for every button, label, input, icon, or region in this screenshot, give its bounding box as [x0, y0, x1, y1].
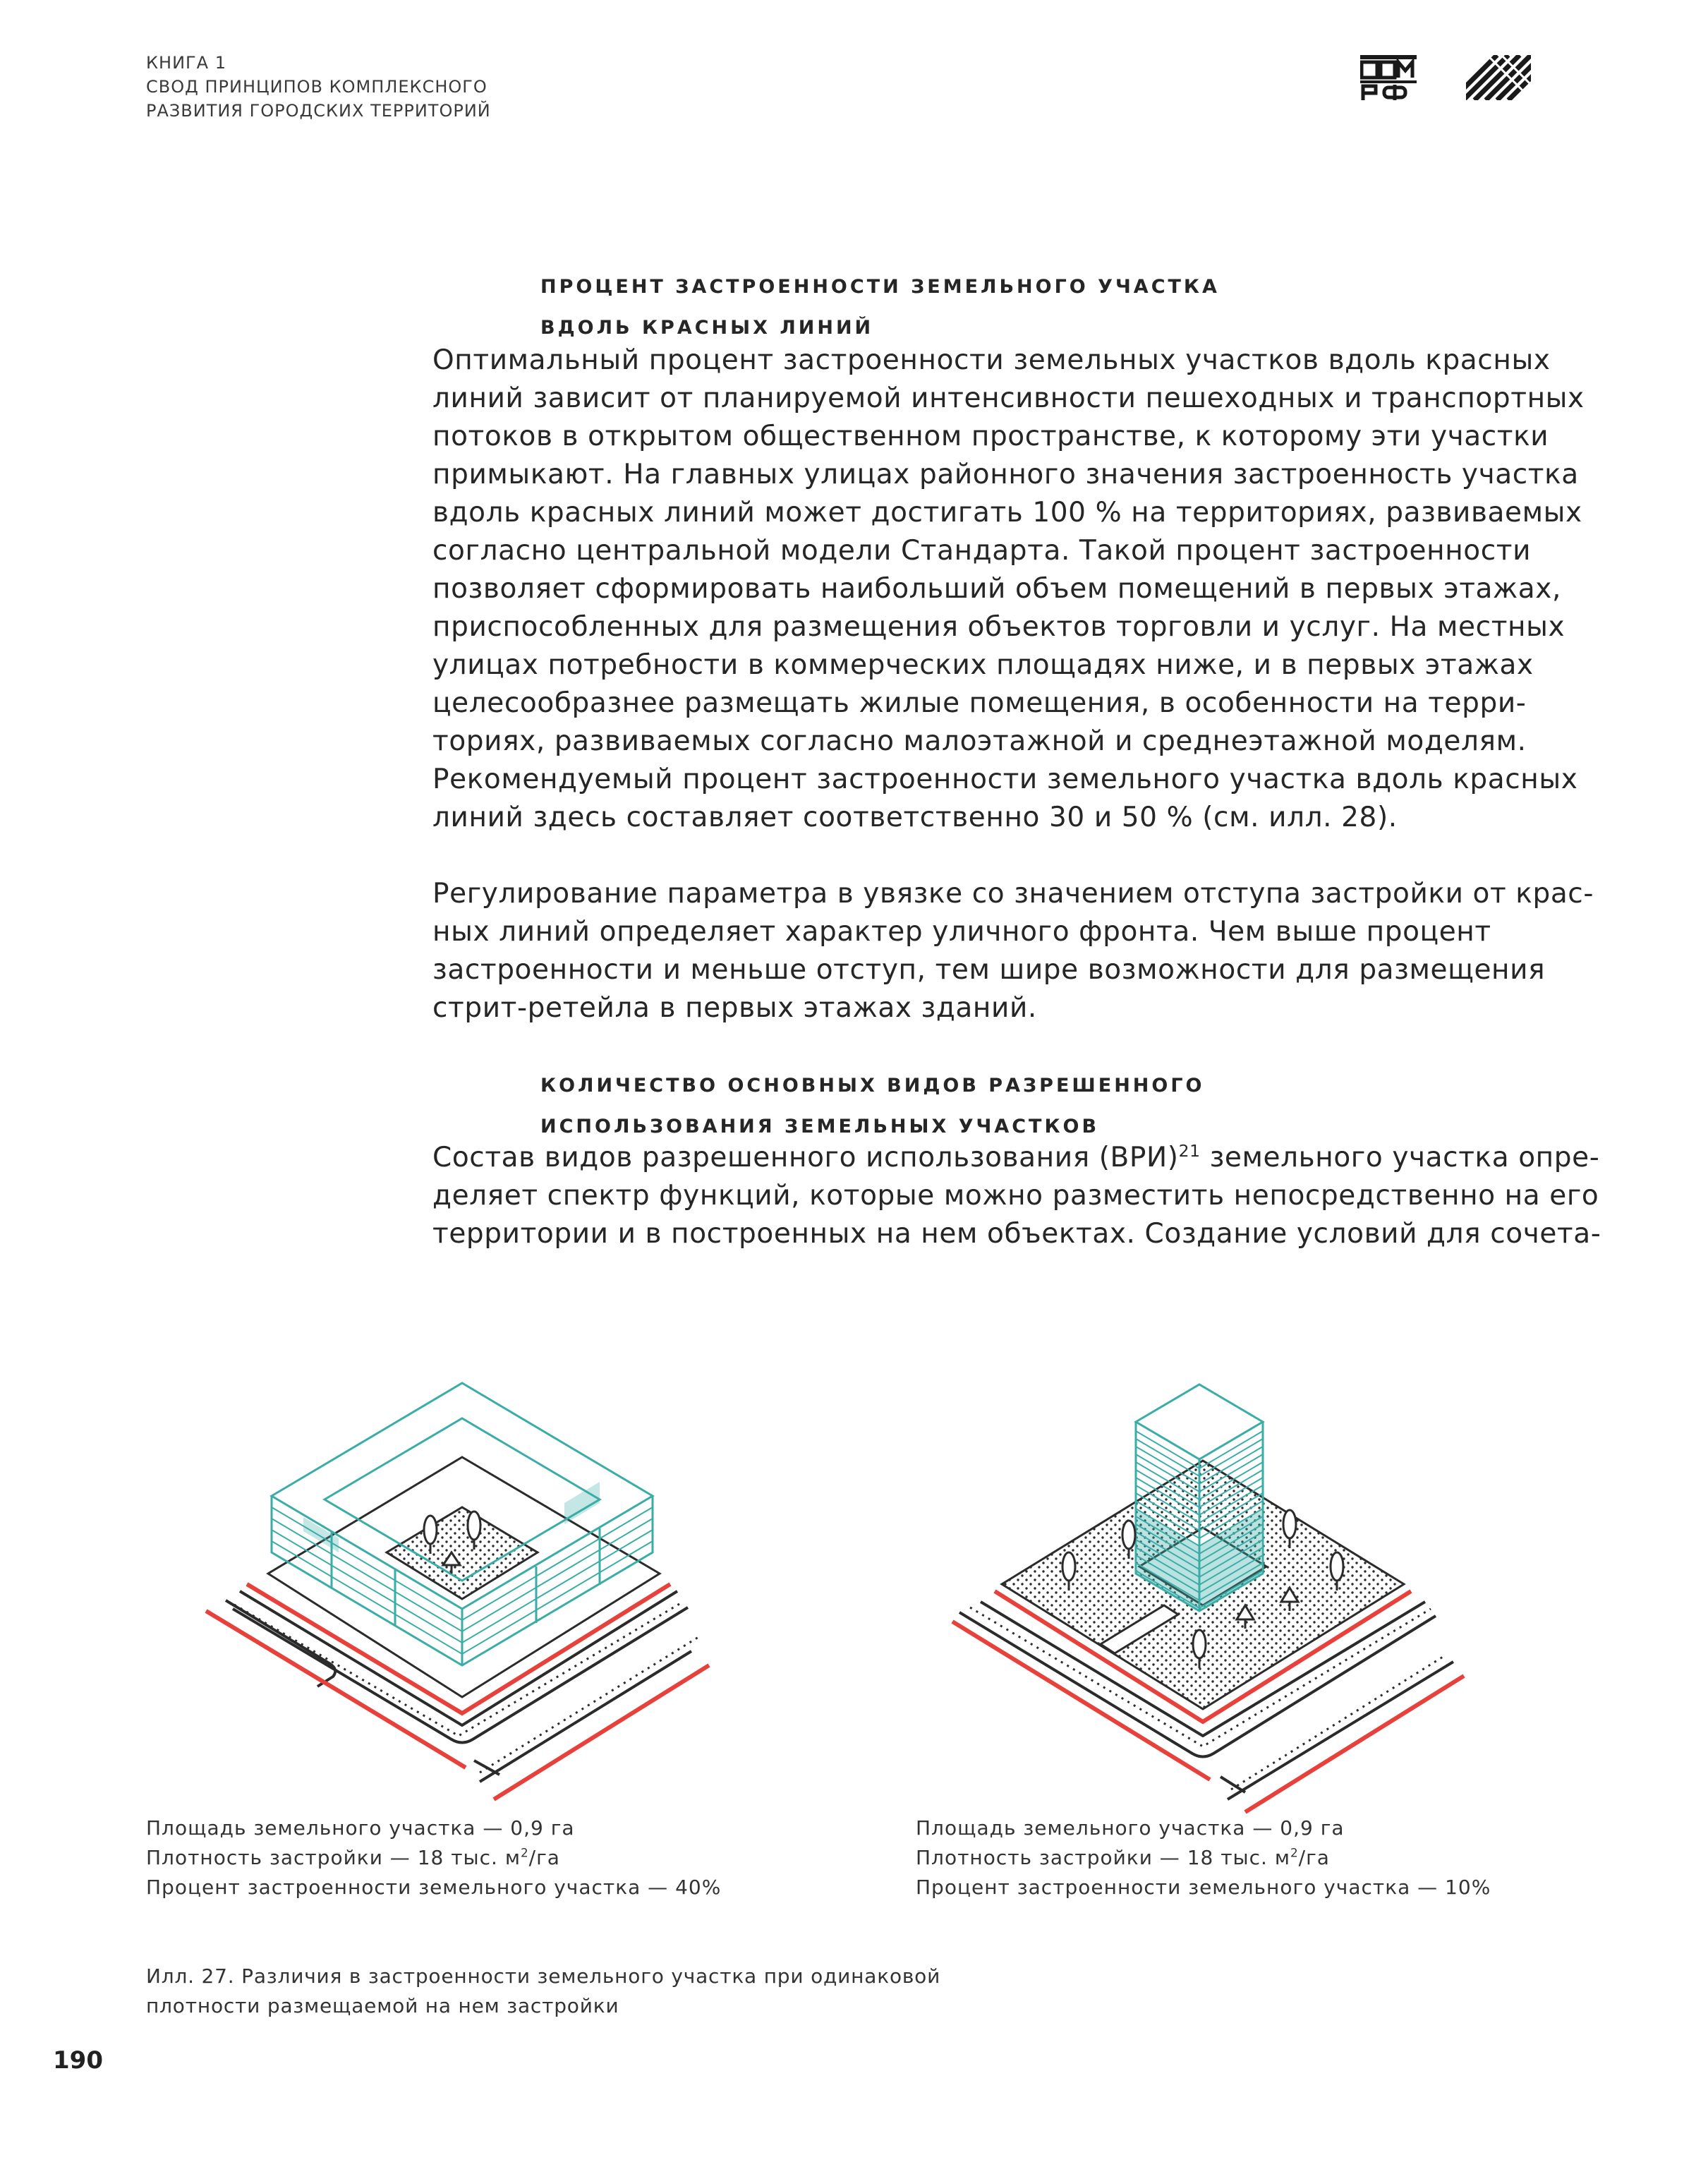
page-number: 190 [53, 2046, 103, 2075]
heading-line: ВДОЛЬ КРАСНЫХ ЛИНИЙ [540, 317, 874, 339]
heading-line: ПРОЦЕНТ ЗАСТРОЕННОСТИ ЗЕМЕЛЬНОГО УЧАСТКА [540, 276, 1220, 298]
header-line: РАЗВИТИЯ ГОРОДСКИХ ТЕРРИТОРИЙ [146, 101, 491, 121]
caption-line: Площадь земельного участка — 0,9 га [916, 1816, 1345, 1840]
header-line: СВОД ПРИНЦИПОВ КОМПЛЕКСНОГО [146, 77, 487, 97]
hatched-logo [1466, 55, 1531, 100]
text-line: Состав видов разрешенного использования (ВРИ)$^{21}$ земельного участка опре- [432, 1141, 1600, 1173]
heading-line: ИСПОЛЬЗОВАНИЯ ЗЕМЕЛЬНЫХ УЧАСТКОВ [540, 1116, 1100, 1137]
text-line: стрит-ретейла в первых этажах зданий. [432, 992, 1037, 1024]
illustration [0, 1341, 1708, 1821]
text-line: позволяет сформировать наибольший объем помещений в первых этажах, [432, 573, 1561, 605]
diagram-left [206, 1383, 709, 1799]
text-line: целесообразнее размещать жилые помещения, в особенности на терри- [432, 687, 1527, 719]
paragraph [432, 342, 1585, 837]
text-line: Рекомендуемый процент застроенности земельного участка вдоль красных [432, 763, 1578, 795]
text-line: ных линий определяет характер уличного фронта. Чем выше процент [432, 916, 1491, 948]
paragraph [432, 1139, 1601, 1253]
section-heading [540, 267, 1220, 349]
heading-line: КОЛИЧЕСТВО ОСНОВНЫХ ВИДОВ РАЗРЕШЕННОГО [540, 1075, 1205, 1097]
caption-line: Процент застроенности земельного участка — 40% [146, 1876, 722, 1899]
text-line: приспособленных для размещения объектов торговли и услуг. На местных [432, 611, 1565, 643]
text-line: Регулирование параметра в увязке со значением отступа застройки от крас- [432, 878, 1594, 910]
text-line: линий здесь составляет соответственно 30 и 50 % (см. илл. 28). [432, 802, 1398, 833]
text-line: потоков в открытом общественном пространстве, к которому эти участки [432, 421, 1549, 452]
caption-line: плотности размещаемой на нем застройки [146, 1994, 619, 2017]
text-line: Оптимальный процент застроенности земельных участков вдоль красных [432, 344, 1551, 376]
running-header [146, 51, 491, 123]
figure-caption [146, 1962, 940, 2021]
text-line: согласно центральной модели Стандарта. Такой процент застроенности [432, 535, 1532, 567]
domrf-logo [1360, 55, 1417, 100]
text-line: деляет спектр функций, которые можно разместить непосредственно на его [432, 1180, 1599, 1212]
section-heading [540, 1066, 1205, 1147]
caption-line: Плотность застройки — 18 тыс. $м^2/га$ [916, 1845, 1330, 1869]
text-line: линий зависит от планируемой интенсивности пешеходных и транспортных [432, 382, 1585, 414]
text-line: ториях, развиваемых согласно малоэтажной и среднеэтажной моделям. [432, 725, 1527, 757]
header-line: КНИГА 1 [146, 53, 226, 73]
caption-line: Площадь земельного участка — 0,9 га [146, 1816, 575, 1840]
caption-line: Процент застроенности земельного участка — 10% [916, 1876, 1491, 1899]
text-line: застроенности и меньше отступ, тем шире возможности для размещения [432, 954, 1546, 986]
text-line: территории и в построенных на нем объектах. Создание условий для сочета- [432, 1218, 1601, 1250]
text-line: примыкают. На главных улицах районного значения застроенность участка [432, 459, 1579, 490]
text-line: улицах потребности в коммерческих площадях ниже, и в первых этажах [432, 649, 1534, 681]
caption-line: Плотность застройки — 18 тыс. $м^2/га$ [146, 1845, 560, 1869]
paragraph [432, 875, 1594, 1027]
caption-right [916, 1813, 1491, 1902]
diagram-right [952, 1384, 1464, 1812]
text-line: вдоль красных линий может достигать 100 % на территориях, развиваемых [432, 497, 1582, 529]
caption-line: Илл. 27. Различия в застроенности земельного участка при одинаковой [146, 1964, 941, 1988]
caption-left [146, 1813, 721, 1902]
